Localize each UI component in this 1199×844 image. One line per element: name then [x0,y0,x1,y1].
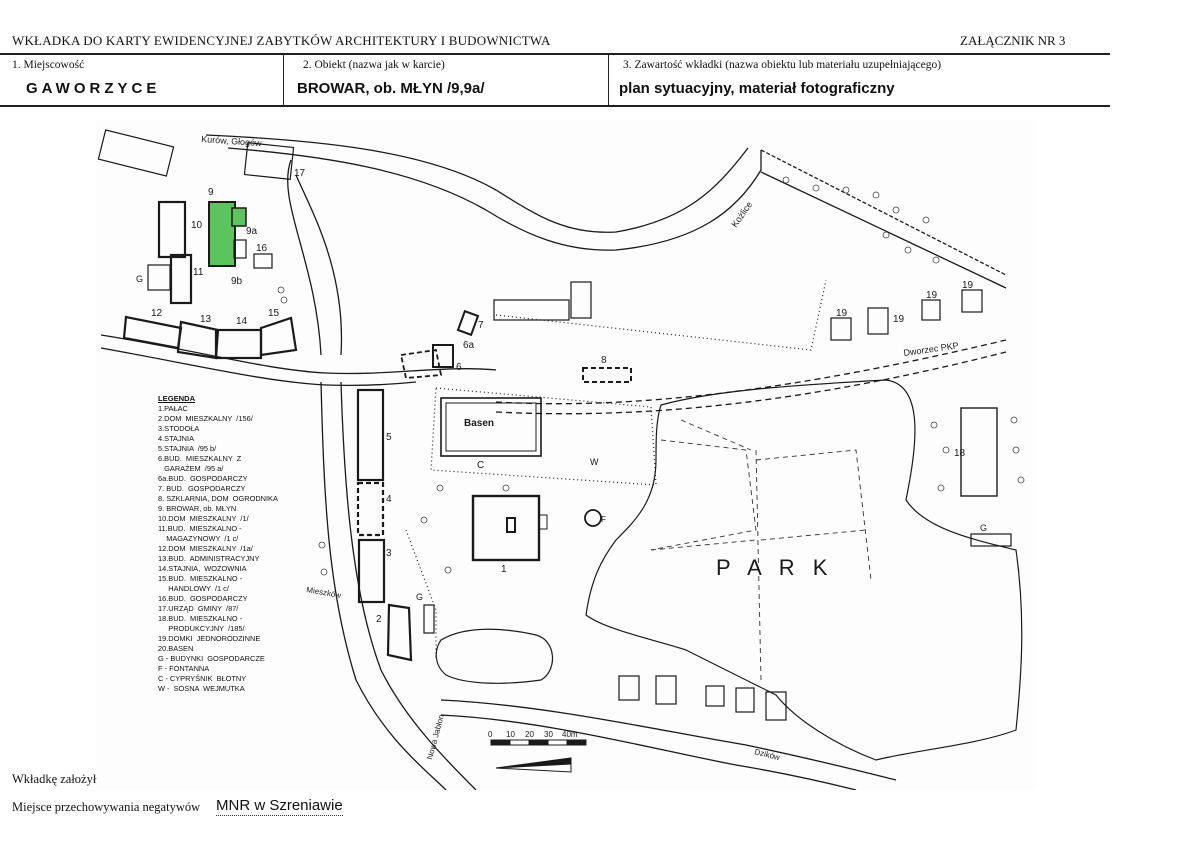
scale-tick-20: 20 [525,730,534,739]
legend-item: HANDLOWY /1 c/ [158,584,229,593]
building-5 [358,390,383,480]
building-bottom-5 [766,692,786,720]
label-16: 16 [256,243,268,254]
building-7 [458,311,478,335]
label-6: 6 [456,362,462,373]
label-park: P A R K [716,555,834,580]
field-divider-1 [283,53,284,106]
building-19-d [962,290,982,312]
legend-item: 6a.BUD. GOSPODARCZY [158,474,248,483]
railway-top [761,150,1006,275]
building-3 [359,540,384,602]
road-inner-lobe [288,160,342,355]
road-label-dworzec: Dworzec PKP [902,340,960,358]
label-7: 7 [478,320,484,331]
legend-item: 8. SZKLARNIA, DOM OGRODNIKA [158,494,278,503]
fence-upper [496,280,826,350]
made-by-label: Wkładkę założył [12,772,97,786]
scale-tick-40: 40m [562,730,578,739]
building-ne-outline [98,130,173,176]
content-value: plan sytuacyjny, materiał fotograficzny [619,80,895,97]
legend-item: W - SOSNA WEJMUTKA [158,684,245,693]
building-18 [961,408,997,496]
building-19-b [868,308,888,334]
fountain-f [585,510,601,526]
legend-item: C - CYPRYŚNIK BŁOTNY [158,674,247,683]
building-14 [216,330,261,358]
legend-item: 2.DOM MIESZKALNY /156/ [158,414,253,423]
label-3: 3 [386,548,392,559]
road-kurow-edge-2 [228,148,761,250]
locality-label: 1. Miejscowość [12,59,85,71]
legend-item: 14.STAJNIA, WOZOWNIA [158,564,247,573]
building-nw-row [494,300,569,320]
label-1: 1 [501,564,507,575]
storage-label: Miejsce przechowywania negatywów [12,800,201,814]
document-title: WKŁADKA DO KARTY EWIDENCYJNEJ ZABYTKÓW ARCHITEKTURY I BUDOWNICTWA [12,33,551,48]
building-4 [358,483,383,535]
scale-tick-10: 10 [506,730,515,739]
building-g-bottom [424,605,434,633]
legend-title: LEGENDA [158,394,196,403]
header-rule-top [0,53,1110,55]
legend-item: 18.BUD. MIESZKALNO - [158,614,243,623]
field-divider-2 [608,53,609,106]
legend-item: 11.BUD. MIESZKALNO - [158,524,242,533]
building-10 [159,202,185,257]
label-g-center: G [416,592,424,602]
building-6 [401,350,441,378]
label-9a: 9a [246,226,258,237]
legend-item: 4.STAJNIA [158,434,195,443]
label-2: 2 [376,614,382,625]
label-17: 17 [294,168,306,179]
road-label-dzikow: Dzików [753,747,781,763]
building-nw-tall [571,282,591,318]
building-2 [388,605,411,660]
road-label-mieszkow: Mieszków [305,585,342,601]
legend-item: 5.STAJNIA /95 b/ [158,444,217,453]
legend-item: 1.PAŁAC [158,404,188,413]
label-c: C [477,460,485,471]
legend-item: 20.BASEN [158,644,194,653]
railway-bottom [761,172,1006,288]
road-label-kozlice: Kożlice [729,199,755,230]
label-18: 18 [954,448,966,459]
object-label: 2. Obiekt (nazwa jak w karcie) [303,59,445,71]
legend-item: 10.DOM MIESZKALNY /1/ [158,514,249,523]
building-12 [124,317,181,348]
legend-item: G - BUDYNKI GOSPODARCZE [158,654,265,663]
scale-tick-0: 0 [488,730,493,739]
label-19-c: 19 [926,290,938,301]
road-label-nowa-jablon: Nowa Jabłon [425,713,446,761]
label-5: 5 [386,432,392,443]
label-g-left: G [136,274,144,284]
label-11: 11 [193,267,204,278]
building-11 [171,255,191,303]
label-10: 10 [191,220,203,231]
legend-item: 3.STODOŁA [158,424,200,433]
building-19-a [831,318,851,340]
label-19-b: 19 [893,314,905,325]
building-bottom-3 [706,686,724,706]
legend-item: 7. BUD. GOSPODARCZY [158,484,246,493]
annex-number: ZAŁĄCZNIK NR 3 [960,33,1066,48]
label-8: 8 [601,355,607,366]
building-bottom-2 [656,676,676,704]
label-6a: 6a [463,340,475,351]
legend-item: GARAŻEM /95 a/ [158,464,224,473]
legend-item: F - FONTANNA [158,664,210,673]
storage-value: MNR w Szreniawie [216,797,343,814]
label-g-right: G [980,523,988,533]
scale-tick-30: 30 [544,730,553,739]
label-13: 13 [200,314,212,325]
building-8 [583,368,631,382]
road-label-kurow: Kurów, Głogów [200,134,262,149]
park-left-trees [436,629,552,683]
legend-item: 9. BROWAR, ob. MŁYN [158,504,237,513]
legend-item: PRODUKCYJNY /185/ [158,624,245,633]
building-16 [254,254,272,268]
building-1-core [507,518,515,532]
label-f: F [601,515,606,524]
label-9b: 9b [231,276,243,287]
road-vertical-right [341,382,476,790]
building-g-left [148,265,170,290]
tree-markers [278,177,1024,575]
label-15: 15 [268,308,280,319]
legend-item: 17.URZĄD GMINY /87/ [158,604,239,613]
building-9a [232,208,246,226]
label-9: 9 [208,187,214,198]
north-arrow [496,758,571,772]
label-14: 14 [236,316,248,327]
road-dzikow-bottom [441,715,856,790]
object-value: BROWAR, ob. MŁYN /9,9a/ [297,80,485,97]
scale-bar [491,740,586,745]
label-19-d: 19 [962,280,974,291]
building-bottom-1 [619,676,639,700]
legend-items [158,404,278,694]
label-basen: Basen [464,418,495,429]
label-4: 4 [386,494,392,505]
label-12: 12 [151,308,163,319]
legend-item: 13.BUD. ADMINISTRACYJNY [158,554,260,563]
header-rule-bottom [0,105,1110,107]
locality-value: GAWORZYCE [26,80,161,97]
park-paths [651,420,871,680]
building-9-browar [209,202,235,266]
building-bottom-4 [736,688,754,712]
legend-item: 6.BUD. MIESZKALNY Z [158,454,242,463]
building-19-c [922,300,940,320]
label-w: W [590,457,599,467]
content-label: 3. Zawartość wkładki (nazwa obiektu lub materiału uzupełniającego) [623,59,942,71]
legend-item: 19.DOMKI JEDNORODZINNE [158,634,261,643]
map-legend [158,394,278,694]
legend-item: 15.BUD. MIESZKALNO - [158,574,243,583]
label-19-a: 19 [836,308,848,319]
building-17 [244,143,293,180]
legend-item: MAGAZYNOWY /1 c/ [158,534,239,543]
building-6a [433,345,453,367]
path-dworzec-2 [496,352,1006,414]
building-1-side [539,515,547,529]
legend-item: 12.DOM MIESZKALNY /1a/ [158,544,253,553]
legend-item: 16.BUD. GOSPODARCZY [158,594,248,603]
road-main-bottom [101,348,416,385]
building-15 [261,318,296,355]
